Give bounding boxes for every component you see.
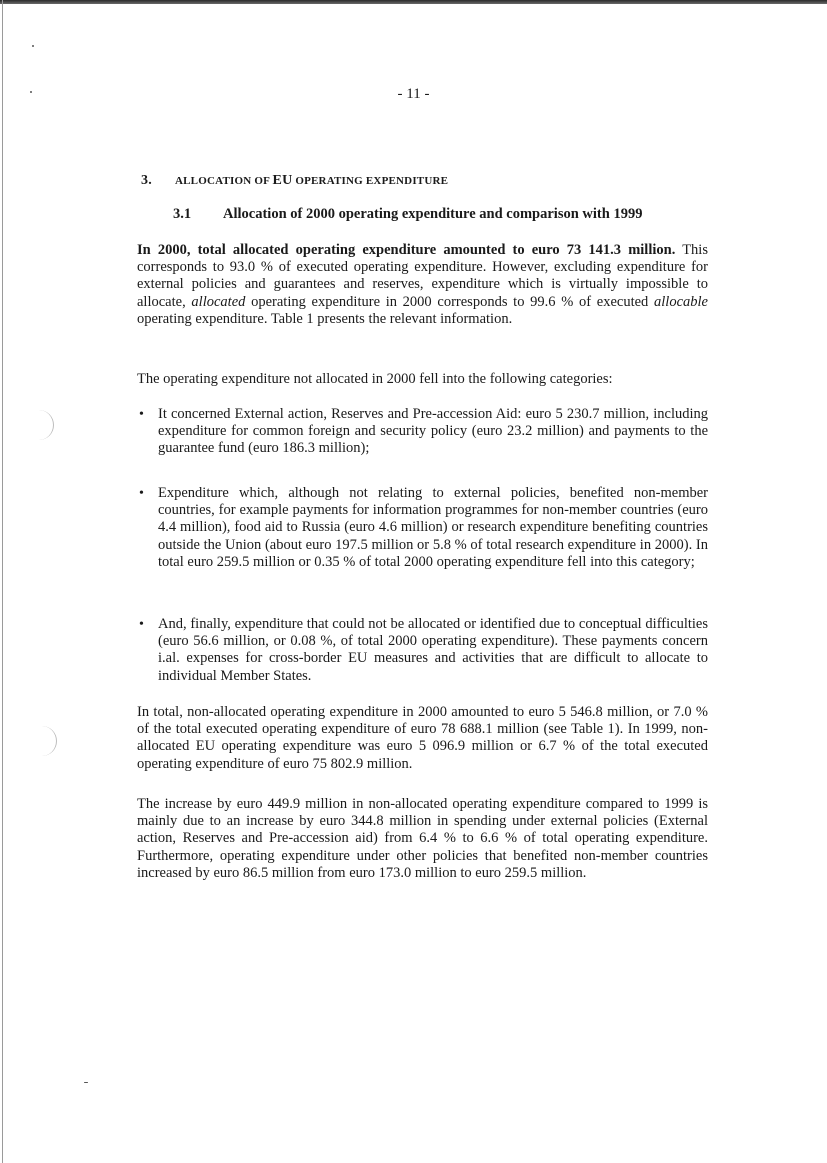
paragraph-lead: In 2000, total allocated operating expenditure amounted to euro 73 141.3 million. xyxy=(137,242,676,258)
subsection-number: 3.1 xyxy=(173,206,192,222)
paragraph-text: This corresponds to 93.0 % of executed operating expenditure. However, excluding expenditure for external policies and guarantees and reserves, expenditure which is virtually impossible to allocate, xyxy=(137,242,708,310)
scan-speck xyxy=(32,45,34,47)
page-number: - 11 - xyxy=(397,86,430,102)
subsection-title: Allocation of 2000 operating expenditure and comparison with 1999 xyxy=(223,206,643,222)
section-title-part: ALLOCATION OF xyxy=(175,175,273,187)
list-item xyxy=(137,616,708,685)
list-item-text: Expenditure which, although not relating to external policies, benefited non-member countries, for example payments for information programmes for non-member countries (euro 4.4 million), food aid to Russia (euro 4.6 million) or research expenditure benefiting countries outside the Union (about euro 197.5 million or 5.8 % of total research expenditure in 2000). In total euro 259.5 million or 0.35 % of total 2000 operating expenditure fell into this category; xyxy=(158,485,708,570)
section-number: 3. xyxy=(141,173,152,188)
paragraph-italic: allocated xyxy=(191,293,246,310)
paragraph-categories-intro: The operating expenditure not allocated in 2000 fell into the following categories: xyxy=(137,371,613,387)
paragraph-text: operating expenditure in 2000 corresponds to 99.6 % of executed xyxy=(245,293,655,310)
paragraph-allocated-total xyxy=(137,242,708,328)
subsection-heading xyxy=(173,206,642,223)
section-heading xyxy=(141,173,448,189)
bullet-icon: • xyxy=(139,617,144,632)
paragraph-non-allocated-total: In total, non-allocated operating expenditure in 2000 amounted to euro 5 546.8 million, or 7.0 % of the total executed operating expenditure of euro 78 688.1 million (see Table 1). In 1999, non-allocated EU operating expenditure was euro 5 096.9 million or 6.7 % of the total executed operating expenditure of euro 75 802.9 million. xyxy=(137,704,708,772)
scan-top-edge xyxy=(0,0,827,4)
scan-speck xyxy=(84,1082,88,1083)
list-item xyxy=(137,406,708,458)
bullet-list xyxy=(137,616,708,685)
punch-hole-mark xyxy=(35,410,54,440)
list-item-text: It concerned External action, Reserves and Pre-accession Aid: euro 5 230.7 million, including expenditure for common foreign and security policy (euro 23.2 million) and payments to the guarantee fund (euro 186.3 million); xyxy=(158,406,708,457)
bullet-icon: • xyxy=(139,407,144,422)
bullet-icon: • xyxy=(139,486,144,501)
paragraph-increase: The increase by euro 449.9 million in non-allocated operating expenditure compared to 1999 is mainly due to an increase by euro 344.8 million in spending under external policies (External action, Reserves and Pre-accession aid) from 6.4 % to 6.6 % of total operating expenditure. Furthermore, operating expenditure under other policies that benefited non-member countries increased by euro 86.5 million from euro 173.0 million to euro 259.5 million. xyxy=(137,796,708,881)
list-item-text: And, finally, expenditure that could not be allocated or identified due to conceptual difficulties (euro 56.6 million, or 0.08 %, of total 2000 operating expenditure). These payments concern i.al. expenses for cross-border EU measures and activities that are difficult to allocate to individual Member States. xyxy=(158,616,708,684)
section-title-part: OPERATING EXPENDITURE xyxy=(292,175,449,187)
list-item xyxy=(137,485,708,571)
scan-left-edge xyxy=(2,0,3,1163)
section-title-part: EU xyxy=(272,173,293,188)
punch-hole-mark xyxy=(38,726,57,756)
paragraph-text: operating expenditure. Table 1 presents the relevant information. xyxy=(137,310,513,327)
bullet-list xyxy=(137,485,708,571)
paragraph-italic: allocable xyxy=(654,293,708,310)
bullet-list xyxy=(137,406,708,458)
